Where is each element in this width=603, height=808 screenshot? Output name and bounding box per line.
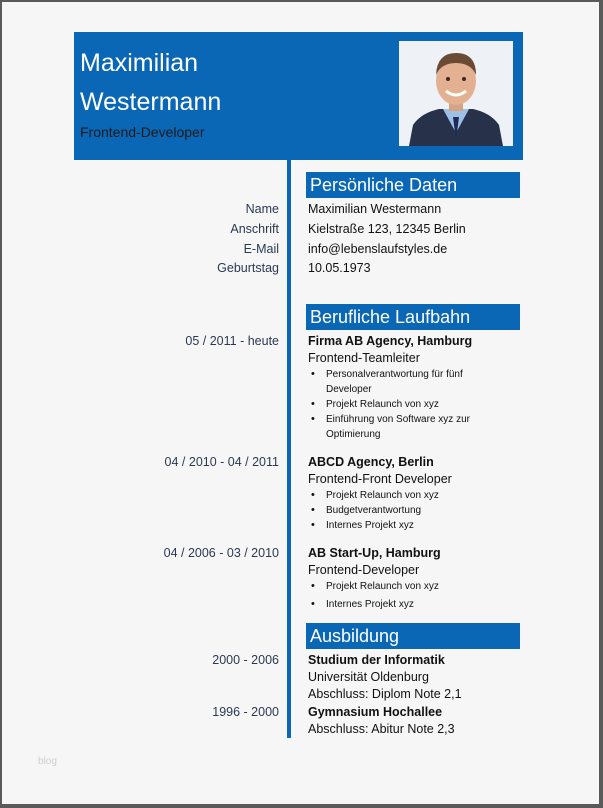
personal-label-name: Name [245,202,279,216]
job-bullet: • Internes Projekt xyz [308,597,439,612]
personal-label-email: E-Mail [243,242,279,256]
personal-label-birthday: Geburtstag [217,261,279,275]
job-title: Frontend-Developer [80,124,205,140]
job-bullet: • Personalverantwortung für fünf Developer [308,367,496,397]
job-role: Frontend-Teamleiter [308,351,420,365]
section-heading-education: Ausbildung [306,623,520,649]
education-detail: Universität Oldenburg [308,670,429,684]
education-detail: Abschluss: Diplom Note 2,1 [308,687,462,701]
job-role: Frontend-Front Developer [308,472,452,486]
job-bullet-list [308,367,496,442]
job-bullet-list [308,579,439,612]
section-heading-career: Berufliche Laufbahn [306,304,520,330]
personal-value-birthday: 10.05.1973 [308,261,371,275]
header-banner [74,32,523,160]
job-bullet: • Projekt Relaunch von xyz [308,579,439,594]
education-title: Studium der Informatik [308,653,445,667]
job-bullet: • Internes Projekt xyz [308,518,439,533]
job-company: Firma AB Agency, Hamburg [308,334,473,348]
resume-page [2,2,599,804]
job-bullet: • Projekt Relaunch von xyz [308,397,496,412]
job-period: 05 / 2011 - heute [185,334,279,348]
job-bullet-list [308,488,439,533]
personal-label-address: Anschrift [230,222,279,236]
job-company: AB Start-Up, Hamburg [308,546,441,560]
job-bullet: • Budgetverantwortung [308,503,439,518]
timeline-divider [287,160,291,738]
education-detail: Abschluss: Abitur Note 2,3 [308,722,455,736]
section-heading-personal: Persönliche Daten [306,172,520,198]
job-period: 04 / 2010 - 04 / 2011 [164,455,279,469]
personal-value-name: Maximilian Westermann [308,202,442,216]
job-bullet: • Einführung von Software xyz zur Optimierung [308,412,496,442]
education-period: 1996 - 2000 [212,705,279,719]
education-title: Gymnasium Hochallee [308,705,443,719]
personal-value-address: Kielstraße 123, 12345 Berlin [308,222,466,236]
portrait-illustration [399,41,513,146]
first-name: Maximilian [80,49,199,77]
watermark: blog [38,756,57,767]
job-period: 04 / 2006 - 03 / 2010 [163,546,279,560]
job-role: Frontend-Developer [308,563,420,577]
education-period: 2000 - 2006 [212,653,279,667]
personal-value-email: info@lebenslaufstyles.de [308,242,448,256]
job-company: ABCD Agency, Berlin [308,455,434,469]
last-name: Westermann [80,88,222,116]
job-bullet: • Projekt Relaunch von xyz [308,488,439,503]
full-name [80,44,221,122]
portrait-photo [399,41,513,146]
